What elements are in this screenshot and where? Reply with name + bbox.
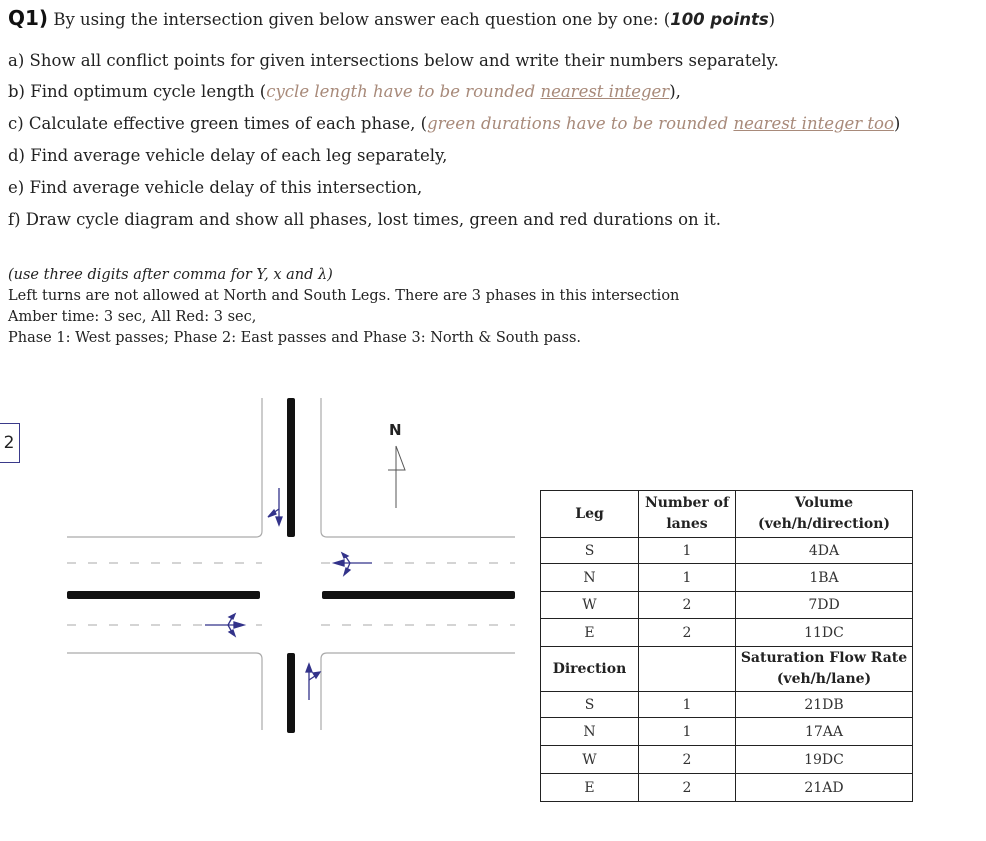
cell: 1 — [639, 538, 736, 564]
item-f: f) Draw cycle diagram and show all phases, lost times, green and red durations on it. — [8, 210, 722, 229]
cell: 1 — [639, 692, 736, 718]
cell: 21AD — [736, 774, 913, 802]
item-b: b) Find optimum cycle length (cycle length have to be rounded nearest integer), — [8, 82, 681, 101]
item-d: d) Find average vehicle delay of each leg separately, — [8, 146, 448, 165]
note-phases: Phase 1: West passes; Phase 2: East passes and Phase 3: North & South pass. — [8, 330, 582, 346]
table-row — [541, 692, 913, 718]
cell: 2 — [639, 774, 736, 802]
cell: N — [541, 564, 639, 592]
item-e: e) Find average vehicle delay of this intersection, — [8, 178, 423, 197]
cell: 1BA — [736, 564, 913, 592]
cell: 2 — [639, 619, 736, 647]
north-arrow-icon — [388, 446, 405, 508]
table-row — [541, 564, 913, 592]
north-label: N — [389, 421, 402, 439]
table-row — [541, 538, 913, 564]
table-row — [541, 774, 913, 802]
question-title: Q1) By using the intersection given below answer each question one by one: (100 points) — [8, 6, 776, 30]
table-row — [541, 718, 913, 746]
header-lanes: Number of lanes — [639, 491, 736, 538]
header-empty — [639, 647, 736, 692]
table-header-row — [541, 491, 913, 538]
cell: 21DB — [736, 692, 913, 718]
figure-number-box: 2 — [0, 423, 20, 463]
header-leg: Leg — [541, 491, 639, 538]
table-row — [541, 592, 913, 619]
header-saturation: Saturation Flow Rate (veh/h/lane) — [736, 647, 913, 692]
cell: S — [541, 692, 639, 718]
item-c: c) Calculate effective green times of each phase, (green durations have to be rounded nearest integer too) — [8, 114, 901, 133]
item-a: a) Show all conflict points for given intersections below and write their numbers separately. — [8, 51, 779, 70]
cell: 1 — [639, 718, 736, 746]
table-row — [541, 746, 913, 774]
header-direction: Direction — [541, 647, 639, 692]
data-table — [540, 490, 913, 802]
cell: 2 — [639, 592, 736, 619]
cell: 11DC — [736, 619, 913, 647]
note-left-turns: Left turns are not allowed at North and South Legs. There are 3 phases in this intersection — [8, 288, 680, 304]
cell: E — [541, 774, 639, 802]
cell: S — [541, 538, 639, 564]
table-row — [541, 619, 913, 647]
header-volume: Volume (veh/h/direction) — [736, 491, 913, 538]
cell: 17AA — [736, 718, 913, 746]
medians — [67, 398, 515, 733]
cell: 1 — [639, 564, 736, 592]
cell: W — [541, 746, 639, 774]
cell: 19DC — [736, 746, 913, 774]
cell: 7DD — [736, 592, 913, 619]
note-digits: (use three digits after comma for Y, x and λ) — [8, 267, 333, 283]
cell: E — [541, 619, 639, 647]
cell: 2 — [639, 746, 736, 774]
table-header-row-2 — [541, 647, 913, 692]
note-amber: Amber time: 3 sec, All Red: 3 sec, — [8, 309, 257, 325]
cell: 4DA — [736, 538, 913, 564]
cell: W — [541, 592, 639, 619]
cell: N — [541, 718, 639, 746]
